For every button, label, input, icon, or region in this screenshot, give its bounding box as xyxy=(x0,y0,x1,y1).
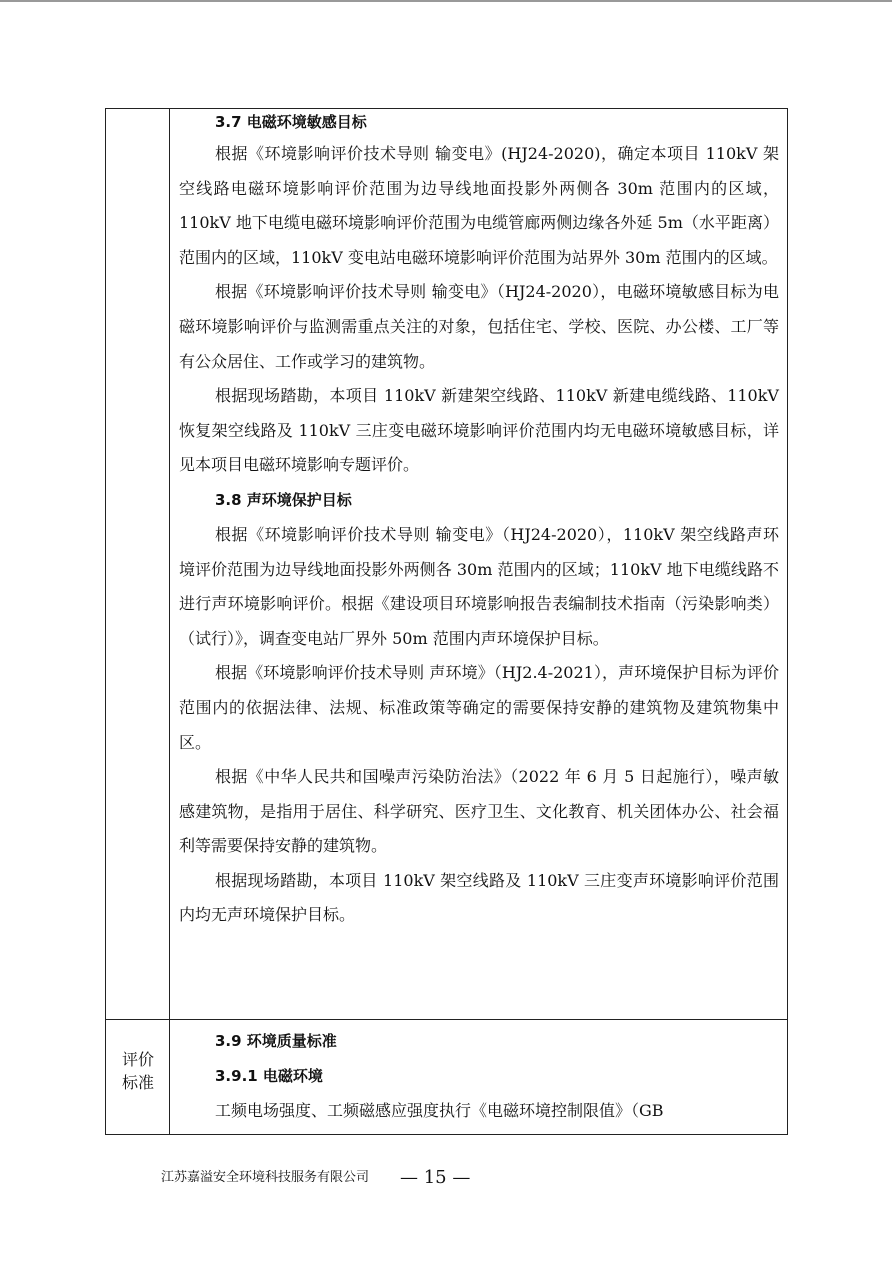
section-heading-3-7: 3.7 电磁环境敏感目标 xyxy=(215,113,367,131)
paragraph: 根据《环境影响评价技术导则 输变电》(HJ24-2020)，确定本项目 110kV 架空线路电磁环境影响评价范围为边导线地面投影外两侧各 30m 范围内的区域，110kV 地下电缆电磁环境影响评价范围为电缆管廊两侧边缘各外延 5m（水平距离）范围内的区域，110kV 变电站电磁环境影响评价范围为站界外 30m 范围内的区域。 xyxy=(179,144,779,267)
content-table xyxy=(105,108,788,1135)
row-label-cell xyxy=(106,1020,170,1134)
paragraph: 根据现场踏勘，本项目 110kV 架空线路及 110kV 三庄变声环境影响评价范围内均无声环境保护目标。 xyxy=(179,870,779,925)
paragraph: 工频电场强度、工频磁感应强度执行《电磁环境控制限值》（GB xyxy=(215,1101,664,1120)
row-label-cell xyxy=(106,109,170,1019)
paragraph: 根据《中华人民共和国噪声污染防治法》（2022 年 6 月 5 日起施行），噪声敏感建筑物，是指用于居住、科学研究、医疗卫生、文化教育、机关团体办公、社会福利等需要保持安静的建筑物。 xyxy=(179,767,779,856)
paragraph: 根据《环境影响评价技术导则 输变电》（HJ24-2020），110kV 架空线路声环境评价范围为边导线地面投影外两侧各 30m 范围内的区域；110kV 地下电缆线路不进行声环境影响评价。根据《建设项目环境影响报告表编制技术指南（污染影响类）（试行）》，调查变电站厂界外 50m 范围内声环境保护目标。 xyxy=(179,524,779,648)
company-name: 江苏嘉溢安全环境科技服务有限公司 xyxy=(161,1170,370,1185)
page-footer xyxy=(0,1166,892,1190)
section-heading-3-8: 3.8 声环境保护目标 xyxy=(215,490,352,509)
section-heading-3-9-1: 3.9.1 电磁环境 xyxy=(215,1067,323,1085)
row-label-line: 标准 xyxy=(121,1073,154,1092)
row-label xyxy=(106,1048,170,1094)
page-number: — 15 — xyxy=(400,1167,471,1188)
paragraph: 根据《环境影响评价技术导则 输变电》（HJ24-2020），电磁环境敏感目标为电磁环境影响评价与监测需重点关注的对象，包括住宅、学校、医院、办公楼、工厂等有公众居住、工作或学习的建筑物。 xyxy=(179,282,779,371)
section-heading-3-9: 3.9 环境质量标准 xyxy=(215,1032,337,1050)
table-row-evaluation-standard xyxy=(106,1019,787,1134)
row-content-cell xyxy=(170,109,787,1019)
top-border-line xyxy=(0,0,892,2)
row-label-line: 评价 xyxy=(121,1050,154,1069)
paragraph: 根据《环境影响评价技术导则 声环境》（HJ2.4-2021），声环境保护目标为评价范围内的依据法律、法规、标准政策等确定的需要保持安静的建筑物及建筑物集中区。 xyxy=(179,663,779,752)
paragraph: 根据现场踏勘，本项目 110kV 新建架空线路、110kV 新建电缆线路、110kV 恢复架空线路及 110kV 三庄变电磁环境影响评价范围内均无电磁环境敏感目标，详见本项目电磁环境影响专题评价。 xyxy=(179,386,779,475)
table-row-sensitive-targets xyxy=(106,109,787,1019)
row-content-cell xyxy=(170,1020,787,1134)
